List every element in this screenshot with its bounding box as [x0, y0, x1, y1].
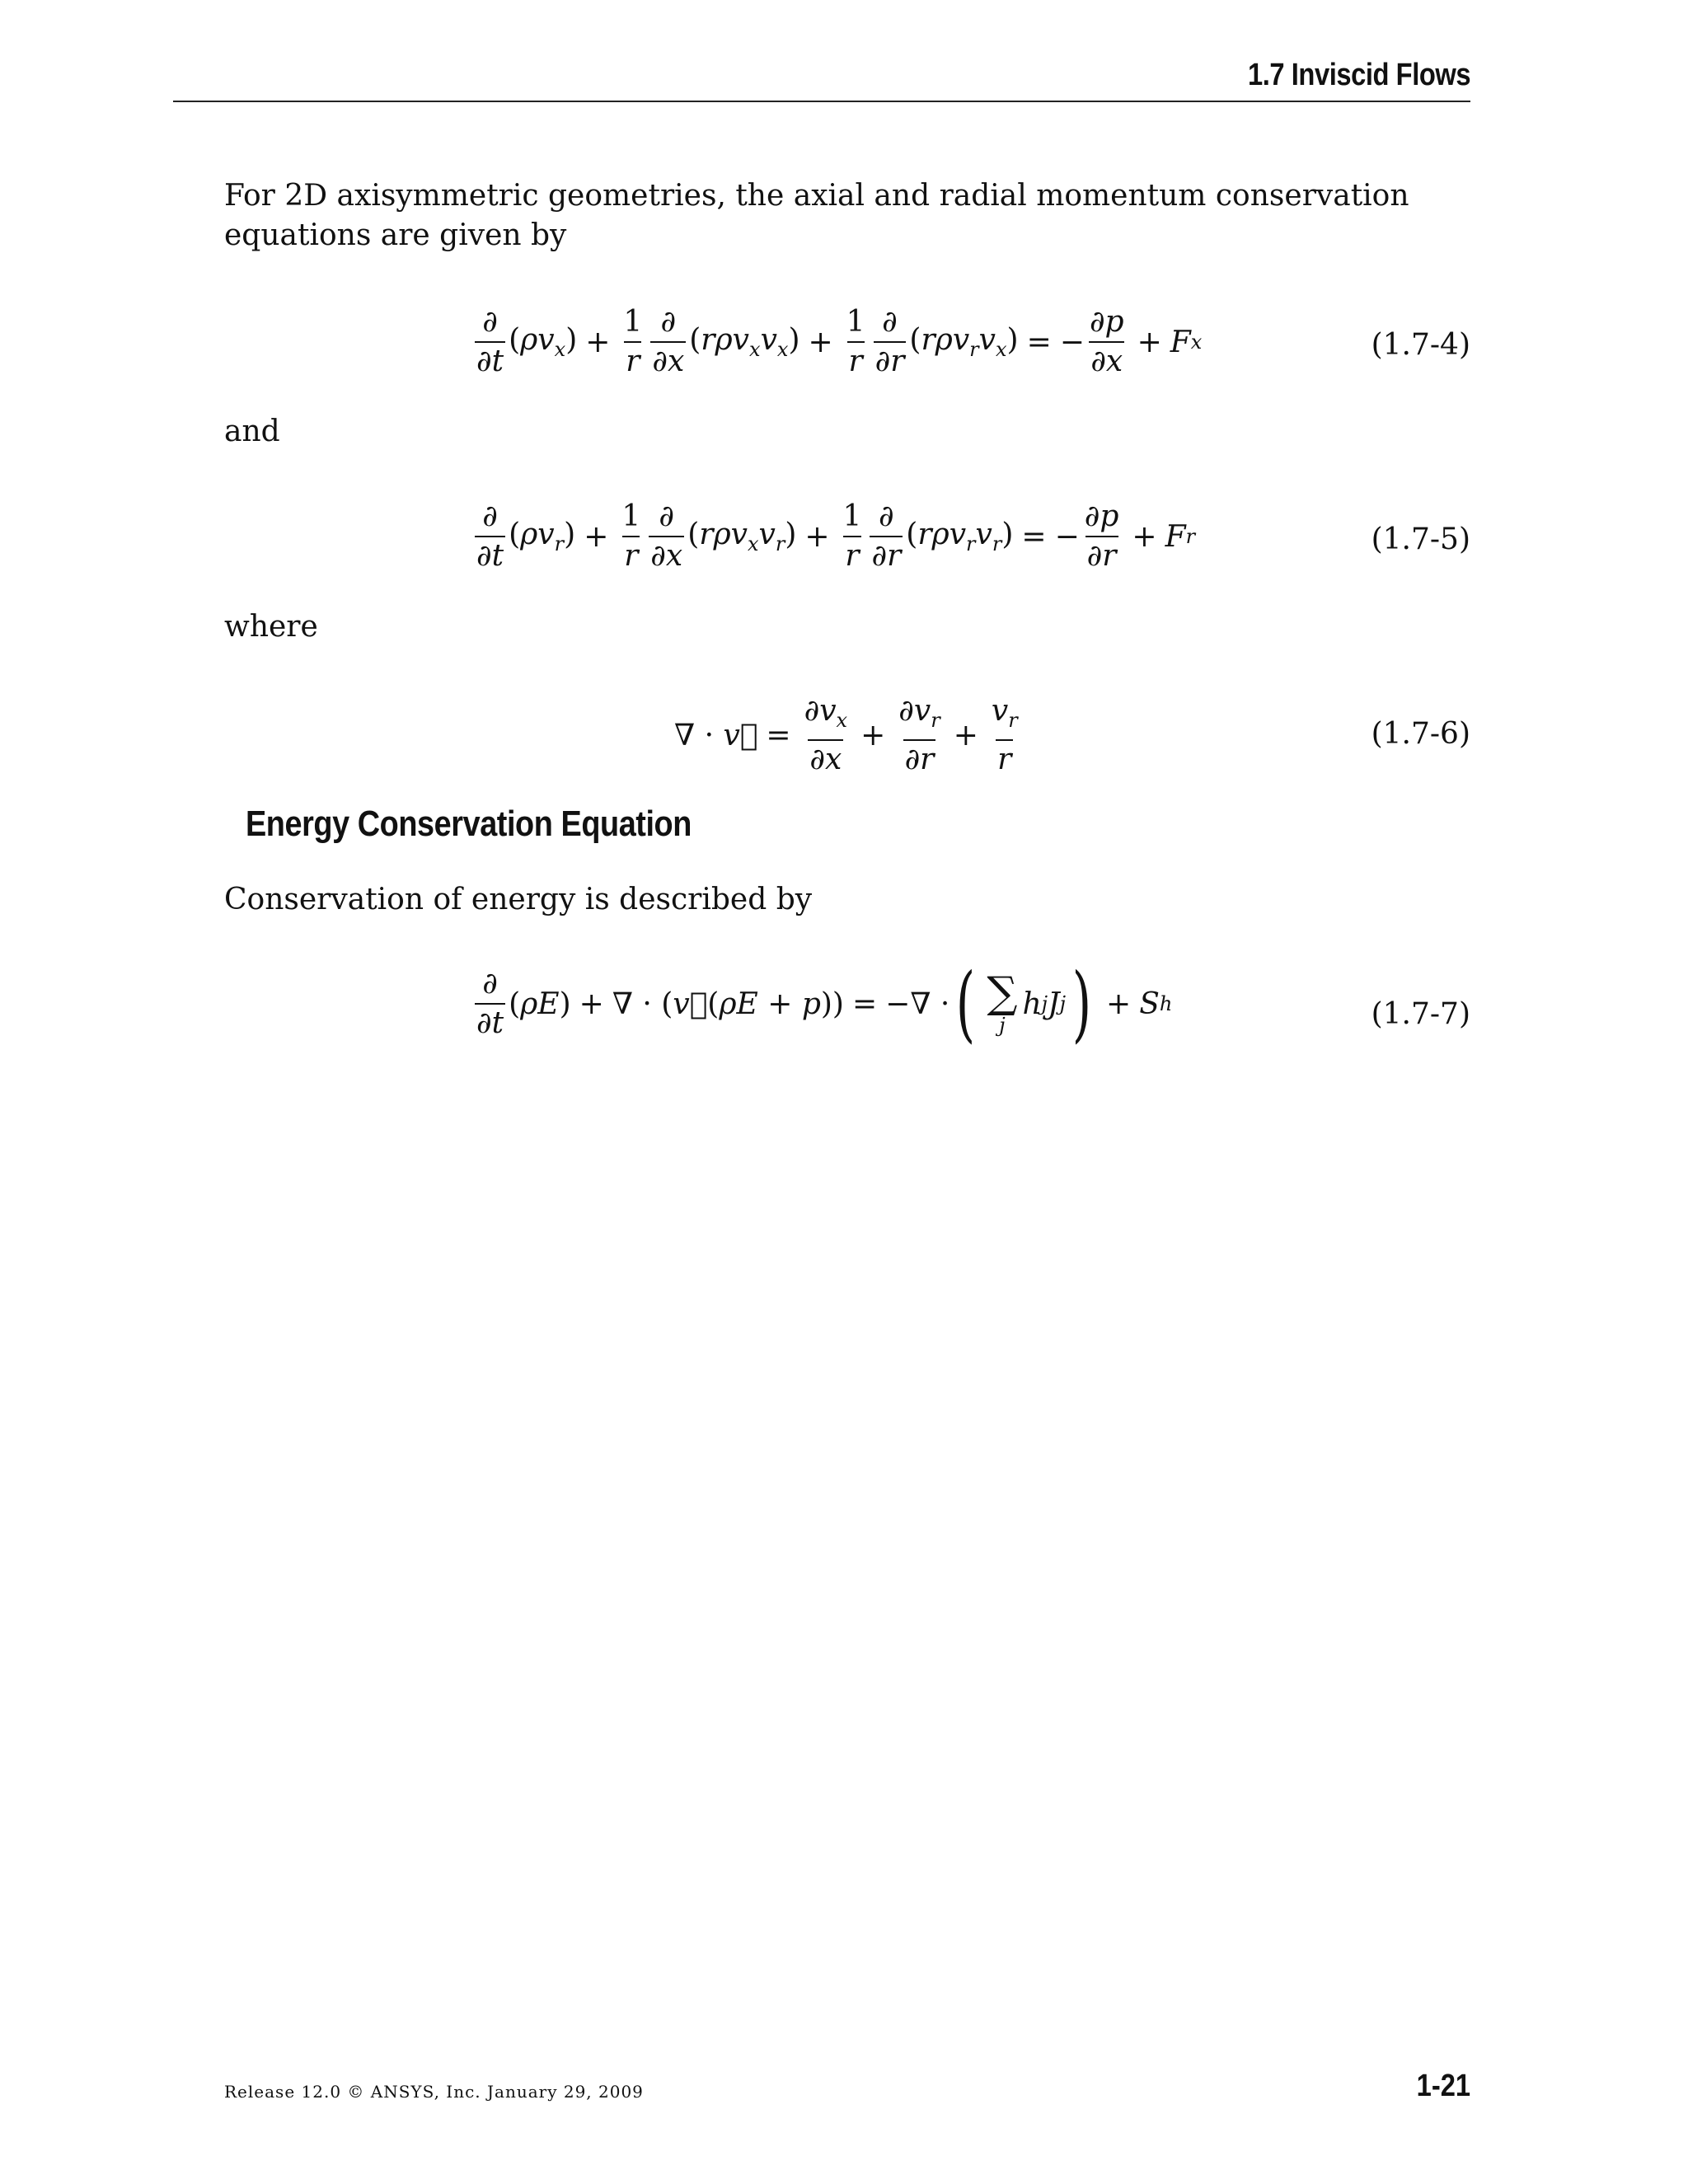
section-heading: Energy Conservation Equation	[246, 804, 692, 844]
energy-intro-paragraph: Conservation of energy is described by	[224, 883, 813, 916]
footer-release-info: Release 12.0 © ANSYS, Inc. January 29, 2009	[224, 2082, 644, 2102]
equation-number: (1.7-6)	[1371, 717, 1470, 751]
equation-number: (1.7-5)	[1371, 523, 1470, 556]
equation-axial-momentum: $\frac{\partial}{\partial t}$ $(\rho v_x)$ + $\frac{1}{r}$ $\frac{\partial}{\partial x}$ $(r\rho v_xv_x)$ + $\frac{1}{r}$ $\frac{\partial}{\partial r}$ $(r\rho v_rv_x)$ = − $\frac{\partial p}{\partial x}$ + F x	[471, 303, 1202, 381]
connector-text-where: where	[224, 610, 318, 644]
connector-text-and: and	[224, 415, 280, 448]
equation-radial-momentum: $\frac{\partial}{\partial t}$ $(\rho v_r)$ + $\frac{1}{r}$ $\frac{\partial}{\partial x}$ $(r\rho v_xv_r)$ + $\frac{1}{r}$ $\frac{\partial}{\partial r}$ $(r\rho v_rv_r)$ = − $\frac{\partial p}{\partial r}$ + F r	[471, 498, 1195, 575]
intro-paragraph: For 2D axisymmetric geometries, the axial and radial momentum conservation equations are given by	[224, 179, 1409, 252]
equation-number: (1.7-7)	[1371, 997, 1470, 1031]
equation-divergence: ∇ · v⃗ = $\frac{\partial v_x}{\partial x}$ + $\frac{\partial v_r}{\partial r}$ + $\frac{v_r}{r}$	[674, 692, 1023, 779]
header-rule	[173, 101, 1470, 102]
page-number: 1-21	[1416, 2069, 1470, 2103]
running-header-title: 1.7 Inviscid Flows	[1247, 58, 1470, 92]
equation-energy-conservation: $\frac{\partial}{\partial t}$ (ρE) + ∇ · (v⃗(ρE + p)) = −∇ · ( ∑ j h j J j ) + S h	[476, 955, 1173, 1052]
equation-number: (1.7-4)	[1371, 328, 1470, 362]
